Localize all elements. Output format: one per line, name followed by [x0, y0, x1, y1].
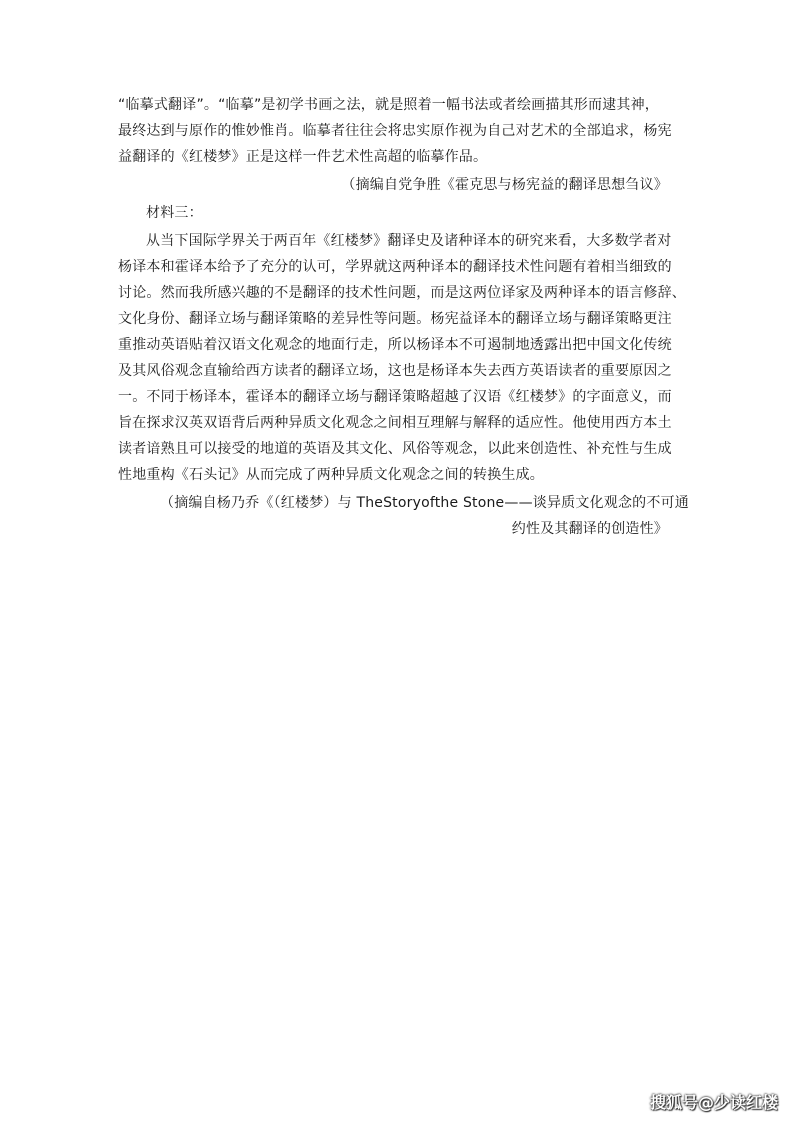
text-line-1: “临摹式翻译”。“临摹”是初学书画之法，就是照着一幅书法或者绘画描其形而逮其神，	[118, 97, 660, 113]
watermark-text: 搜狐号@少读红楼	[649, 1093, 778, 1112]
text-line-14: 读者谙熟且可以接受的地道的英语及其文化、风俗等观念，以此来创造性、补充性与生成	[118, 441, 672, 457]
text-line-6: 从当下国际学界关于两百年《红楼梦》翻译史及诸种译本的研究来看，大多数学者对	[146, 233, 672, 249]
source-citation-2-cont: 约性及其翻译的创造性》	[511, 521, 668, 537]
source-citation-1: （摘编自党争胜《霍克思与杨宪益的翻译思想刍议》	[341, 177, 668, 193]
text-line-9: 文化身份、翻译立场与翻译策略的差异性等问题。杨宪益译本的翻译立场与翻译策略更注	[118, 311, 672, 327]
text-line-15: 性地重构《石头记》从而完成了两种异质文化观念之间的转换生成。	[118, 467, 544, 483]
text-line-7: 杨译本和霍译本给予了充分的认可，学界就这两种译本的翻译技术性问题有着相当细致的	[118, 259, 672, 275]
text-line-2: 最终达到与原作的惟妙惟肖。临摹者往往会将忠实原作视为自己对艺术的全部追求，杨宪	[118, 123, 672, 139]
source-citation-2: （摘编自杨乃乔《（红楼梦）与 TheStoryofthe Stone——谈异质文化观念的不可通	[160, 495, 689, 511]
text-line-11: 及其风俗观念直输给西方读者的翻译立场，这也是杨译本失去西方英语读者的重要原因之	[118, 363, 672, 379]
text-line-13: 旨在探求汉英双语背后两种异质文化观念之间相互理解与解释的适应性。他使用西方本土	[118, 415, 672, 431]
text-line-12: 一。不同于杨译本，霍译本的翻译立场与翻译策略超越了汉语《红楼梦》的字面意义，而	[118, 389, 672, 405]
text-line-8: 讨论。然而我所感兴趣的不是翻译的技术性问题，而是这两位译家及两种译本的语言修辞、	[118, 285, 686, 301]
text-line-10: 重推动英语贴着汉语文化观念的地面行走，所以杨译本不可遏制地透露出把中国文化传统	[118, 337, 672, 353]
section-heading: 材料三：	[146, 205, 203, 221]
text-line-3: 益翻译的《红楼梦》正是这样一件艺术性高超的临摹作品。	[118, 149, 488, 165]
